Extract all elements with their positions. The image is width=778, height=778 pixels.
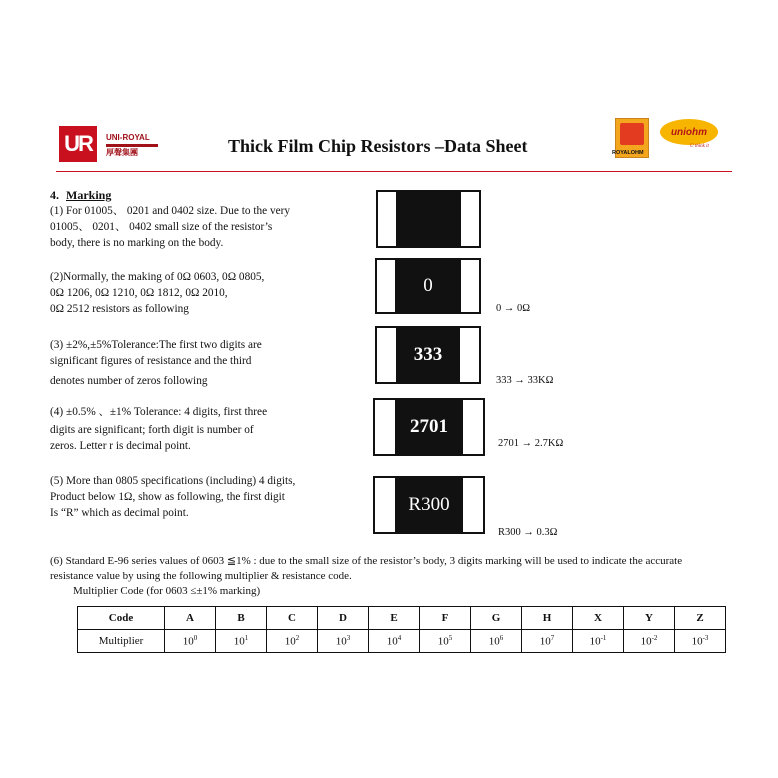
table-cell-multiplier: [216, 630, 267, 653]
multiplier-exponent: -3: [702, 634, 709, 643]
paragraph-line: 0Ω 2512 resistors as following: [50, 303, 189, 315]
paragraph-4: [50, 404, 267, 454]
multiplier-table: [77, 606, 726, 653]
chip-equation: 333 → 33KΩ: [496, 375, 554, 386]
paragraph-line: (4) ±0.5% 、±1% Tolerance: 4 digits, first three: [50, 406, 268, 418]
uniohm-tagline: U think it: [690, 144, 709, 149]
chip-equation: R300 → 0.3Ω: [498, 527, 558, 538]
paragraph-line: (1) For 01005、 0201 and 0402 size. Due to the very: [50, 205, 291, 217]
paragraph-6: [50, 554, 760, 584]
table-cell-code: Y: [624, 607, 675, 630]
paragraph-line: (3) ±2%,±5%Tolerance:The first two digits are: [50, 339, 262, 351]
royalohm-emblem: [620, 123, 644, 145]
uniroyal-logo-top: UNI-ROYAL: [106, 133, 150, 142]
table-cell-multiplier: [420, 630, 471, 653]
paragraph-line: significant figures of resistance and the third: [50, 355, 252, 367]
paragraph-3: [50, 337, 262, 389]
table-cell-code: X: [573, 607, 624, 630]
paragraph-line: Product below 1Ω, show as following, the first digit: [50, 491, 285, 503]
table-cell-multiplier: [369, 630, 420, 653]
multiplier-exponent: 1: [244, 634, 249, 643]
multiplier-exponent: -1: [600, 634, 607, 643]
table-cell-multiplier: [318, 630, 369, 653]
multiplier-base: 10: [386, 635, 398, 648]
chip-marking: 0: [423, 275, 433, 296]
table-cell-code: C: [267, 607, 318, 630]
paragraph-1: [50, 203, 290, 251]
table-cell-code: F: [420, 607, 471, 630]
multiplier-base: 10: [284, 635, 296, 648]
chip-no-marking: [376, 190, 481, 248]
section-number: 4.: [50, 188, 59, 202]
multiplier-base: 10: [437, 635, 449, 648]
multiplier-base: 10: [488, 635, 500, 648]
chip-marking: R300: [408, 494, 450, 515]
multiplier-base: 10: [233, 635, 245, 648]
table-header-multiplier: Multiplier: [78, 630, 165, 653]
multiplier-exponent: 6: [499, 634, 504, 643]
multiplier-exponent: 7: [550, 634, 555, 643]
royalohm-caption: ROYALOHM: [612, 150, 644, 156]
paragraph-2: [50, 269, 264, 317]
multiplier-base: 10: [335, 635, 347, 648]
paragraph-5: [50, 473, 295, 521]
chip-zero: [375, 258, 481, 314]
chip-marking: 2701: [410, 416, 448, 437]
paragraph-line: (6) Standard E-96 series values of 0603 ≦1% : due to the small size of the resistor’s body, 3 digits marking will be used to indicate the accurate: [50, 555, 683, 567]
multiplier-exponent: -2: [651, 634, 658, 643]
paragraph-line: denotes number of zeros following: [50, 375, 208, 387]
multiplier-exponent: 3: [346, 634, 351, 643]
multiplier-base: 10: [691, 635, 703, 648]
chip-2701: [373, 398, 485, 456]
uniroyal-logo-bottom: 厚聲集團: [106, 148, 138, 157]
paragraph-line: digits are significant; forth digit is number of: [50, 424, 254, 436]
chip-terminal-right: [461, 192, 479, 246]
table-cell-code: G: [471, 607, 522, 630]
table-caption: Multiplier Code (for 0603 ≤±1% marking): [73, 585, 261, 597]
table-cell-multiplier: [165, 630, 216, 653]
paragraph-line: Is “R” which as decimal point.: [50, 507, 189, 519]
table-cell-multiplier: [675, 630, 726, 653]
paragraph-line: 0Ω 1206, 0Ω 1210, 0Ω 1812, 0Ω 2010,: [50, 287, 228, 299]
table-cell-code: Z: [675, 607, 726, 630]
chip-333: [375, 326, 481, 384]
table-cell-code: H: [522, 607, 573, 630]
table-cell-multiplier: [522, 630, 573, 653]
multiplier-base: 10: [182, 635, 194, 648]
multiplier-base: 10: [589, 635, 601, 648]
paragraph-line: resistance value by using the following multiplier & resistance code.: [50, 570, 352, 582]
table-row-code: [78, 607, 726, 630]
chip-r300: [373, 476, 485, 534]
chip-marking: 333: [413, 344, 443, 365]
page-title: Thick Film Chip Resistors –Data Sheet: [228, 136, 528, 156]
multiplier-exponent: 5: [448, 634, 453, 643]
table-cell-multiplier: [267, 630, 318, 653]
header-divider: [56, 171, 732, 172]
paragraph-line: body, there is no marking on the body.: [50, 237, 224, 249]
table-cell-code: E: [369, 607, 420, 630]
uniohm-logo: uniohm: [660, 119, 718, 145]
multiplier-base: 10: [539, 635, 551, 648]
table-cell-multiplier: [573, 630, 624, 653]
table-cell-code: B: [216, 607, 267, 630]
uniroyal-logo-bar: [106, 144, 158, 147]
paragraph-line: 01005、 0201、 0402 small size of the resistor’s: [50, 221, 273, 233]
paragraph-line: zeros. Letter r is decimal point.: [50, 440, 191, 452]
table-header-code: Code: [78, 607, 165, 630]
multiplier-exponent: 0: [193, 634, 198, 643]
table-row-multiplier: [78, 630, 726, 653]
chip-terminal-left: [378, 192, 396, 246]
section-title: Marking: [66, 188, 112, 202]
table-cell-multiplier: [471, 630, 522, 653]
multiplier-exponent: 2: [295, 634, 300, 643]
table-cell-multiplier: [624, 630, 675, 653]
uniroyal-logo: [106, 133, 158, 158]
table-cell-code: D: [318, 607, 369, 630]
chip-equation: 2701 → 2.7KΩ: [498, 438, 564, 449]
ur-logo: UR: [59, 126, 97, 162]
multiplier-base: 10: [640, 635, 652, 648]
section-heading: [50, 187, 111, 203]
paragraph-line: (5) More than 0805 specifications (including) 4 digits,: [50, 475, 296, 487]
multiplier-exponent: 4: [397, 634, 402, 643]
paragraph-line: (2)Normally, the making of 0Ω 0603, 0Ω 0805,: [50, 271, 265, 283]
chip-equation: 0 → 0Ω: [496, 303, 531, 314]
table-cell-code: A: [165, 607, 216, 630]
